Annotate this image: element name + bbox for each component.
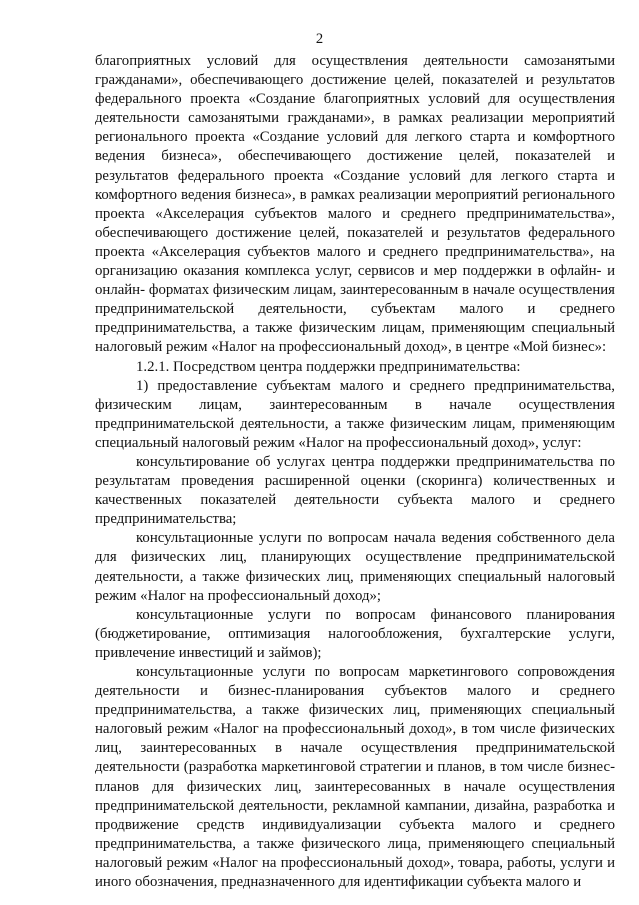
service-item: консультирование об услугах центра поддержки предпринимательства по результатам проведения расширенной оценки (скоринга) количественных и качественных показателей деятельности субъекта малого и среднего предпринимательства;: [95, 453, 615, 528]
paragraph: благоприятных условий для осуществления деятельности самозанятыми гражданами», обеспечивающего достижение целей, показателей и результатов федерального проекта «Создание благоприятных условий для осуществления деятельности самозанятыми гражданами», в рамках реализации мероприятий регионального проекта «Создание условий для легкого старта и комфортного ведения бизнеса», обеспечивающего достижение целей, показателей и результатов федерального проекта «Создание условий для легкого старта и комфортного ведения бизнеса», в рамках реализации мероприятий регионального проекта «Акселерация субъектов малого и среднего предпринимательства», обеспечивающего достижение целей, показателей и результатов федерального проекта «Акселерация субъектов малого и среднего предпринимательства», на организацию оказания комплекса услуг, сервисов и мер поддержки в офлайн- и онлайн- форматах физическим лицам, заинтересованным в начале осуществления предпринимательской деятельности, субъектам малого и среднего предпринимательства, а также физическим лицам, применяющим специальный налоговый режим «Налог на профессиональный доход», в центре «Мой бизнес»:: [95, 53, 615, 356]
section-heading-1-2-1: 1.2.1. Посредством центра поддержки предпринимательства:: [136, 358, 521, 375]
service-item: консультационные услуги по вопросам маркетингового сопровождения деятельности и бизнес-планирования субъектов малого и среднего предпринимательства, а также физических лиц, применяющих специальный налоговый режим «Налог на профессиональный доход», в том числе физических лиц, заинтересованных в начале осуществления предпринимательской деятельности (разработка маркетинговой стратегии и планов, в том числе бизнес-планов для физических лиц, заинтересованных в начале осуществления предпринимательской деятельности, рекламной кампании, дизайна, разработка и продвижение средств индивидуализации субъекта малого и среднего предпринимательства, а также физического лица, применяющего специальный налоговый режим «Налог на профессиональный доход», товара, работы, услуги и иного обозначения, предназначенного для идентификации субъекта малого и: [95, 664, 615, 891]
document-body: [95, 52, 615, 892]
list-item-1: 1) предоставление субъектам малого и среднего предпринимательства, физическим лицам, заинтересованным в начале осуществления предпринимательской деятельности, а также физическим лицам, применяющим специальный налоговый режим «Налог на профессиональный доход», услуг:: [95, 377, 615, 451]
page-number: 2: [315, 31, 324, 47]
service-item: консультационные услуги по вопросам начала ведения собственного дела для физических лиц, планирующих осуществление предпринимательской деятельности, а также физических лиц, применяющих специальный налоговый режим «Налог на профессиональный доход»;: [95, 530, 615, 604]
service-item: консультационные услуги по вопросам финансового планирования (бюджетирование, оптимизация налогообложения, бухгалтерские услуги, привлечение инвестиций и займов);: [95, 606, 615, 661]
